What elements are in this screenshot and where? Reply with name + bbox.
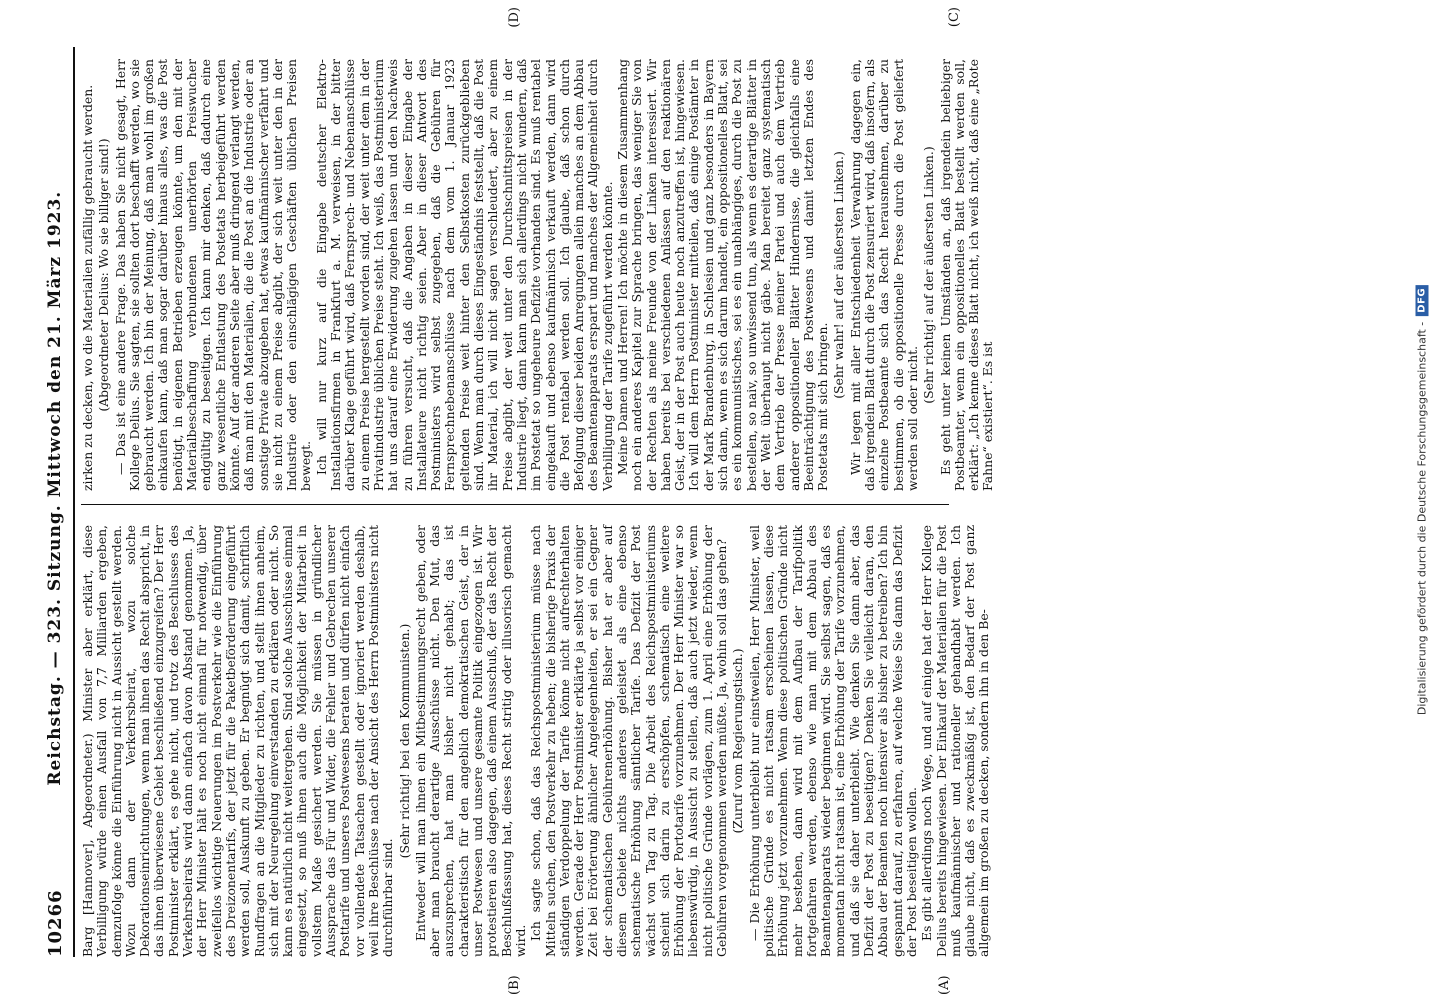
paragraph: Meine Damen und Herren! Ich möchte in diesem Zusammenhang noch ein anderes Kapitel zur Sprache bringen, das weniger Sie von der Rechten als meine Freunde von der Linken interessiert. Wir haben bereits bei verschiedenen Anlässen auf den reaktionären Geist, der in der Post auch heute noch anzutreffen ist, hingewiesen. Ich will dem Herrn Postminister mitteilen, daß einige Postämter in der Mark Brandenburg, in Schlesien und ganz besonders in Bayern sich dann, wenn es sich darum handelt, ein oppositionelles Blatt, sei es ein kommunistisches, sei es ein unabhängiges, durch die Post zu bestellen, so naiv, so unwissend tun, als wenn es derartige Blätter in der Welt überhaupt nicht gäbe. Man bereitet ganz systematisch dem Vertrieb der Presse meiner Partei und auch dem Vertrieb anderer oppositioneller Blätter Hindernisse, die gleichfalls eine Beeinträchtigung des Postwesens und damit letzten Endes des Postetats mit sich bringen. <box>614 59 831 491</box>
margin-marker-b: (B) <box>507 975 522 995</box>
interjection: (Abgeordneter Delius: Wo sie billiger sind!) <box>96 138 112 412</box>
page-number: 10266 <box>44 889 66 957</box>
margin-marker-a: (A) <box>937 975 952 995</box>
paragraph: Entweder will man ihnen ein Mitbestimmungsrecht geben, oder aber man braucht derartige Ausschüsse nicht. Den Mut, das auszusprechen, hat man bisher nicht gehabt; das ist charakteristisch für den angeblich demokratischen Geist, der in unser Postwesen und unsere gesamte Politik eingezogen ist. Wir protestieren also dagegen, daß einem Ausschuß, der das Recht der Beschlußfassung hat, dieses Recht stritig oder illusorisch gemacht wird. <box>412 525 528 957</box>
margin-marker-c: (C) <box>947 7 962 28</box>
dfg-logo: DFG <box>1416 285 1429 316</box>
paragraph: zirken zu decken, wo die Materialien zufällig gebraucht werden. <box>80 84 95 491</box>
running-title: Reichstag. — 323. Sitzung. Mittwoch den 21. März 1923. <box>45 190 65 786</box>
rotated-page <box>37 7 1382 995</box>
paragraph: Es gibt allerdings noch Wege, und auf einige hat der Herr Kollege Delius bereits hingewiesen. Der Einkauf der Materialien für die Post muß kaufmännischer und rationeller gehandhabt werden. Ich glaube nicht, daß es zweckmäßig ist, den Bedarf der Post ganz allgemein im großen zu decken, sondern ihn in den Be- <box>919 525 992 957</box>
interjection: (Zuruf vom Regierungstisch.) <box>730 648 746 834</box>
digitization-credit <box>1416 285 1429 715</box>
interjection: (Sehr wahr! auf der äußersten Linken.) <box>831 151 847 399</box>
interjection: (Sehr richtig! auf der äußersten Linken.) <box>921 146 937 404</box>
paragraph: Ich sagte schon, daß das Reichspostministerium müsse nach Mitteln suchen, den Postverkehr zu heben; die bisherige Praxis der ständigen Verdoppelung der Tarife könne nicht aufrechterhalten werden. Gerade der Herr Postminister erklärte ja selbst vor einiger Zeit bei Erörterung ähnlicher Angelegenheiten, er sei ein Gegner der schematischen Gebührenerhöhung. Bisher hat er aber auf diesem Gebiete nichts anderes geleistet als eine ebenso schematische Erhöhung sämtlicher Tarife. Das Defizit der Post wächst von Tag zu Tag. Die Arbeit des Reichspostministeriums scheint sich darin zu erschöpfen, schematisch eine weitere Erhöhung der Portotarife vorzunehmen. Der Herr Minister war so liebenswürdig, in Aussicht zu stellen, daß auch jetzt wieder, wenn nicht politische Gründe vorlägen, zum 1. April eine Erhöhung der Gebühren vorgenommen werden müßte. Ja, wohin soll das gehen? <box>528 525 730 957</box>
paragraph: — Das ist eine andere Frage. Das haben Sie nicht gesagt, Herr Kollege Delius. Sie sagten, sie sollten dort beschafft werden, wo sie gebraucht werden. Ich bin der Meinung, daß man wohl im großen einkaufen kann, daß man sogar darüber hinaus alles, was die Post benötigt, in eigenen Betrieben erzeugen könnte, um den mit der Materialbeschaffung verbundenen unerhörten Preiswucher endgültig zu beseitigen. Ich kann mir denken, daß dadurch eine ganz wesentliche Entlastung des Postetats herbeigeführt werden könnte. Auf der anderen Seite aber muß dringend verlangt werden, daß man mit den Materialien, die die Post an die Industrie oder an sonstige Private abzugeben hat, etwas kaufmännischer verfährt und sie nicht zu einem Preise abgibt, der sich weit unter den in der Industrie oder den einschlägigen Geschäften üblichen Preisen bewegt. <box>112 59 314 491</box>
paragraph: Es geht unter keinen Umständen an, daß irgendein beliebiger Postbeamter, wenn ein oppositionelles Blatt bestellt werden soll, erklärt: „Ich kenne dieses Blatt nicht, ich weiß nicht, daß eine „Rote Fahne“ existiert“. Es ist <box>937 59 996 491</box>
margin-marker-d: (D) <box>507 7 522 28</box>
interjection: (Sehr richtig! bei den Kommunisten.) <box>396 623 412 859</box>
page-content <box>37 7 1382 995</box>
page-header <box>37 47 75 957</box>
right-text-column <box>80 59 996 491</box>
paragraph: Wir legen mit aller Entschiedenheit Verwahrung dagegen ein, daß irgendein Blatt durch die Post zensuriert wird, daß insofern, als einzelne Postbeamte sich das Recht herausnehmen, darüber zu bestimmen, ob die oppositionelle Presse durch die Post geliefert werden soll oder nicht. <box>847 59 920 491</box>
paragraph: — Die Erhöhung unterbleibt nur einstweilen, Herr Minister, weil politische Gründe es nicht ratsam erscheinen lassen, diese Erhöhung jetzt vorzunehmen. Wenn diese politischen Gründe nicht mehr bestehen, dann wird mit dem Aufbau der Tarifpolitik fortgefahren werden, ebenso wie man mit dem Abbau des Beamtenapparats wieder beginnen wird. Sie selbst sagen, daß es momentan nicht ratsam ist, eine Erhöhung der Tarife vorzunehmen, und daß sie daher unterbleibt. Wie denken Sie dann aber, das Defizit der Post zu beseitigen? Denken Sie vielleicht daran, den Abbau der Beamten noch intensiver als bisher zu betreiben? Ich bin gespannt darauf, zu erfahren, auf welche Weise Sie dann das Defizit der Post beseitigen wollen. <box>746 525 919 957</box>
left-text-column <box>80 525 992 957</box>
credit-text: Digitalisierung gefördert durch die Deutsche Forschungsgemeinschaft - <box>1415 321 1429 716</box>
paragraph: Ich will nur kurz auf die Eingabe deutscher Elektro-Installationsfirmen in Frankfurt a. M. verweisen, in der bitter darüber Klage geführt wird, daß Fernsprech- und Nebenanschlüsse zu einem Preise hergestellt worden sind, der weit unter dem in der Privatindustrie üblichen Preise steht. Ich weiß, das Postministerium hat uns darauf eine Erwiderung zugehen lassen und den Nachweis zu führen versucht, daß die Angaben in dieser Eingabe der Installateure nicht richtig seien. Aber in dieser Antwort des Postministers wird selbst zugegeben, daß die Gebühren für Fernsprechnebenanschlüsse nach dem vom 1. Januar 1923 geltenden Preise weit hinter den Selbstkosten zurückgeblieben sind. Wenn man durch dieses Eingeständnis feststellt, daß die Post ihr Material, ich will nicht sagen verschleudert, aber zu einem Preise abgibt, der weit unter den Durchschnittspreisen in der Industrie liegt, dann kann man sich allerdings nicht wundern, daß im Postetat so ungeheure Defizite vorhanden sind. Es muß rentabel eingekauft und ebenso kaufmännisch verkauft werden, dann wird die Post rentabel werden soll. Ich glaube, daß schon durch Befolgung dieser beiden Anregungen allein manches an dem Abbau des Beamtenapparats erspart und manches der Allgemeinheit durch Verbilligung der Tarife zugeführt werden könnte. <box>313 59 615 491</box>
paragraph: Barg [Hannover], Abgeordneter.) Minister aber erklärt, diese Verbilligung würde einen Ausfall von 7,7 Milliarden ergeben, demzufolge könne die Einführung nicht in Aussicht gestellt werden. Wozu dann der Verkehrsbeirat, wozu solche Dekorationseinrichtungen, wenn man ihnen das Recht abspricht, in das ihnen überwiesene Gebiet beschließend einzugreifen? Der Herr Postminister erklärt, es gehe nicht, und trotz des Beschlusses des Verkehrsbeirats wird dann einfach davon Abstand genommen. Ja, der Herr Minister hält es noch nicht einmal für notwendig, über zweifellos wichtige Neuerungen im Postverkehr wie die Einführung des Dreizonentarifs, der jetzt für die Paketbeförderung eingeführt werden soll, Auskunft zu geben. Er begnügt sich damit, schriftlich Rundfragen an die Mitglieder zu richten, und stellt ihnen anheim, sich mit der Neuregelung einverstanden zu erklären oder nicht. So kann es natürlich nicht weitergehen. Sind solche Ausschüsse einmal eingesetzt, so muß ihnen auch die Möglichkeit der Mitarbeit in vollstem Maße gesichert werden. Sie müssen in gründlicher Aussprache das Für und Wider, die Fehler und Gebrechen unserer Posttarife und unseres Postwesens beraten und dürfen nicht einfach vor vollendete Tatsachen gestellt oder ignoriert werden deshalb, weil ihre Beschlüsse nach der Ansicht des Herrn Postministers nicht durchführbar sind. <box>80 525 396 957</box>
column-divider <box>81 504 949 505</box>
